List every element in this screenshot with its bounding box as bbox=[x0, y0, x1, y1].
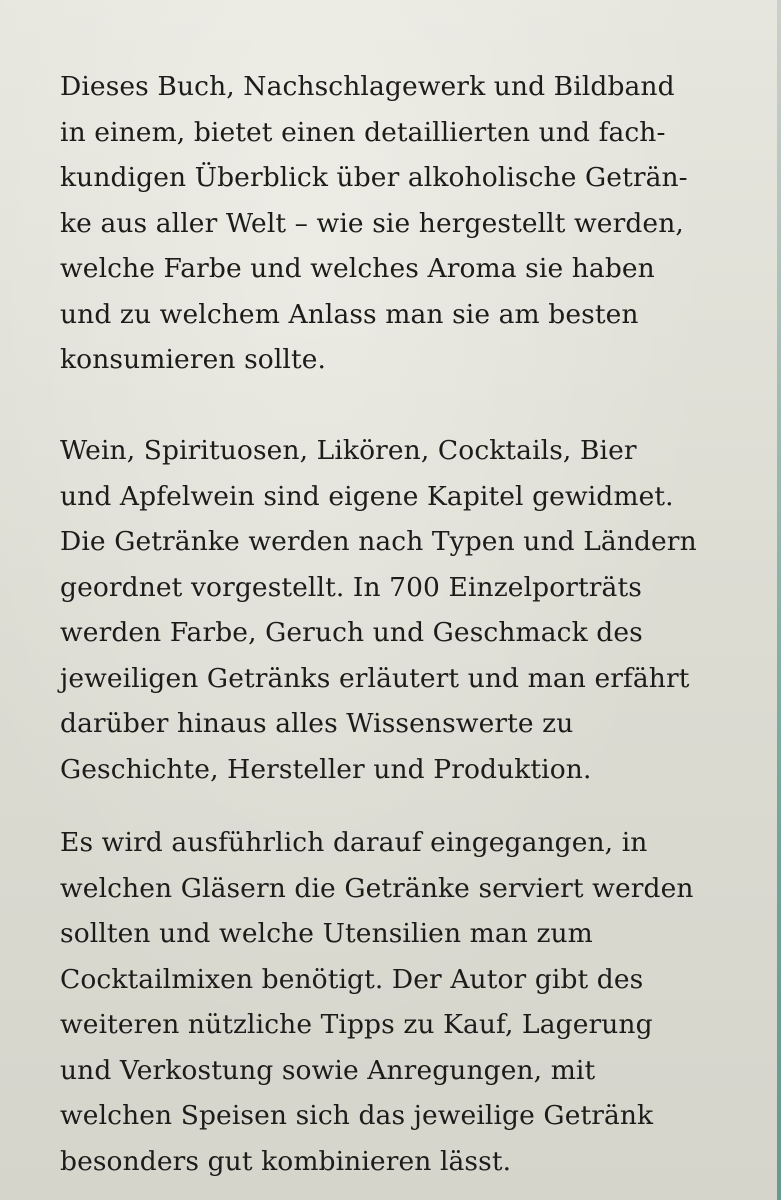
text-line: welchen Gläsern die Getränke serviert werden bbox=[60, 872, 694, 904]
text-line: Es wird ausführlich darauf eingegangen, in bbox=[60, 827, 648, 858]
text-line: und zu welchem Anlass man sie am besten bbox=[60, 298, 639, 330]
text-line: jeweiligen Getränks erläutert und man erfährt bbox=[60, 662, 690, 694]
text-line: kundigen Überblick über alkoholische Geträn- bbox=[60, 162, 688, 193]
text-line: ke aus aller Welt – wie sie hergestellt werden, bbox=[60, 207, 684, 239]
text-line: Cocktailmixen benötigt. Der Autor gibt des bbox=[60, 963, 644, 995]
text-line: und Verkostung sowie Anregungen, mit bbox=[60, 1054, 596, 1086]
text-line: geordnet vorgestellt. In 700 Einzelporträts bbox=[60, 571, 642, 603]
text-line: darüber hinaus alles Wissenswerte zu bbox=[60, 708, 574, 739]
paragraph-intro bbox=[60, 64, 760, 383]
paragraph-chapters bbox=[60, 428, 760, 792]
text-line: Die Getränke werden nach Typen und Ländern bbox=[60, 526, 697, 557]
text-line: weiteren nützliche Tipps zu Kauf, Lagerung bbox=[60, 1009, 653, 1040]
text-line: sollten und welche Utensilien man zum bbox=[60, 918, 593, 949]
text-line: konsumieren sollte. bbox=[60, 344, 327, 375]
text-line: in einem, bietet einen detaillierten und fach- bbox=[60, 116, 666, 148]
paragraph-details bbox=[60, 820, 760, 1184]
text-line: Dieses Buch, Nachschlagewerk und Bildband bbox=[60, 71, 675, 102]
text-line: welche Farbe und welches Aroma sie haben bbox=[60, 253, 655, 284]
text-line: Wein, Spirituosen, Likören, Cocktails, Bier bbox=[60, 435, 637, 466]
text-line: Geschichte, Hersteller und Produktion. bbox=[60, 753, 592, 785]
text-line: welchen Speisen sich das jeweilige Getränk bbox=[60, 1100, 654, 1131]
text-line: werden Farbe, Geruch und Geschmack des bbox=[60, 617, 643, 648]
cover-edge bbox=[777, 0, 781, 1200]
text-line: besonders gut kombinieren lässt. bbox=[60, 1145, 512, 1177]
text-line: und Apfelwein sind eigene Kapitel gewidmet. bbox=[60, 480, 674, 512]
